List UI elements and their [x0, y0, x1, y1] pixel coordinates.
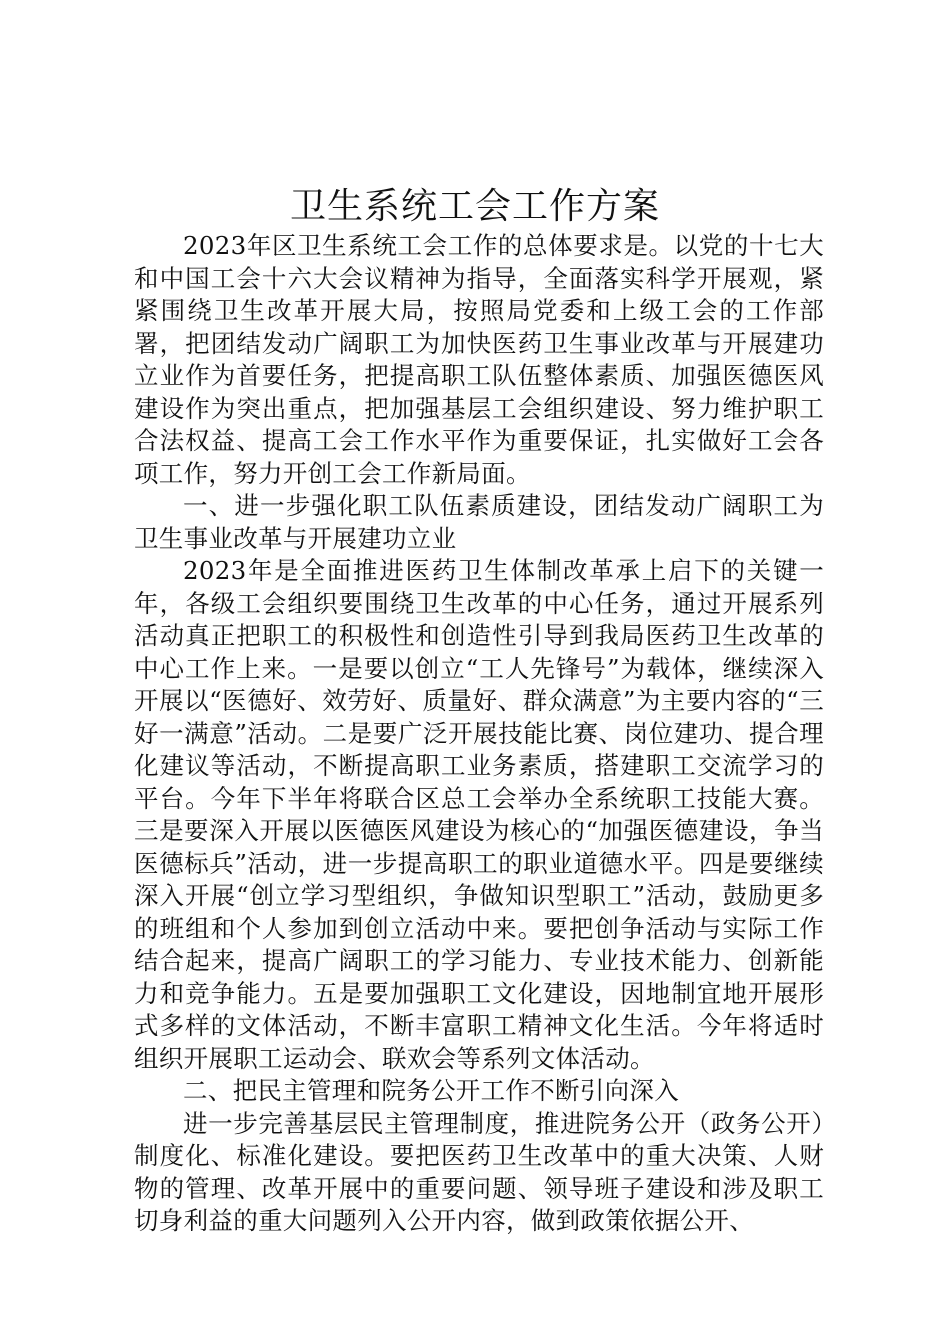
section-heading-1: 一、进一步强化职工队伍素质建设，团结发动广阔职工为卫生事业改革与开展建功立业: [134, 491, 824, 553]
document-title: 卫生系统工会工作方案: [289, 186, 660, 227]
section-heading-2: 二、把民主管理和院务公开工作不断引向深入: [183, 1076, 679, 1105]
paragraph-section-1: 2023年是全面推进医药卫生体制改革承上启下的关键一年，各级工会组织要围绕卫生改革的中心任务，通过开展系列活动真正把职工的积极性和创造性引导到我局医药卫生改革的中心工作上来。一是要以创立“工人先锋号”为载体，继续深入开展以“医德好、效劳好、质量好、群众满意”为主要内容的“三好一满意”活动。二是要广泛开展技能比赛、岗位建功、提合理化建议等活动，不断提高职工业务素质，搭建职工交流学习的平台。今年下半年将联合区总工会举办全系统职工技能大赛。三是要深入开展以医德医风建设为核心的“加强医德建设，争当医德标兵”活动，进一步提高职工的职业道德水平。四是要继续深入开展“创立学习型组织，争做知识型职工”活动，鼓励更多的班组和个人参加到创立活动中来。要把创争活动与实际工作结合起来，提高广阔职工的学习能力、专业技术能力、创新能力和竞争能力。五是要加强职工文化建设，因地制宜地开展形式多样的文体活动，不断丰富职工精神文化生活。今年将适时组织开展职工运动会、联欢会等系列文体活动。: [134, 556, 824, 1073]
paragraph-general-requirements: 2023年区卫生系统工会工作的总体要求是。以党的十七大和中国工会十六大会议精神为指导，全面落实科学开展观，紧紧围绕卫生改革开展大局，按照局党委和上级工会的工作部署，把团结发动广阔职工为加快医药卫生事业改革与开展建功立业作为首要任务，把提高职工队伍整体素质、加强医德医风建设作为突出重点，把加强基层工会组织建设、努力维护职工合法权益、提高工会工作水平作为重要保证，扎实做好工会各项工作，努力开创工会工作新局面。: [134, 231, 824, 488]
document-body: [134, 230, 824, 1238]
paragraph-section-2: 进一步完善基层民主管理制度，推进院务公开（政务公开）制度化、标准化建设。要把医药卫生改革中的重大决策、人财物的管理、改革开展中的重要问题、领导班子建设和涉及职工切身利益的重大问题列入公开内容，做到政策依据公开、: [134, 1108, 824, 1235]
